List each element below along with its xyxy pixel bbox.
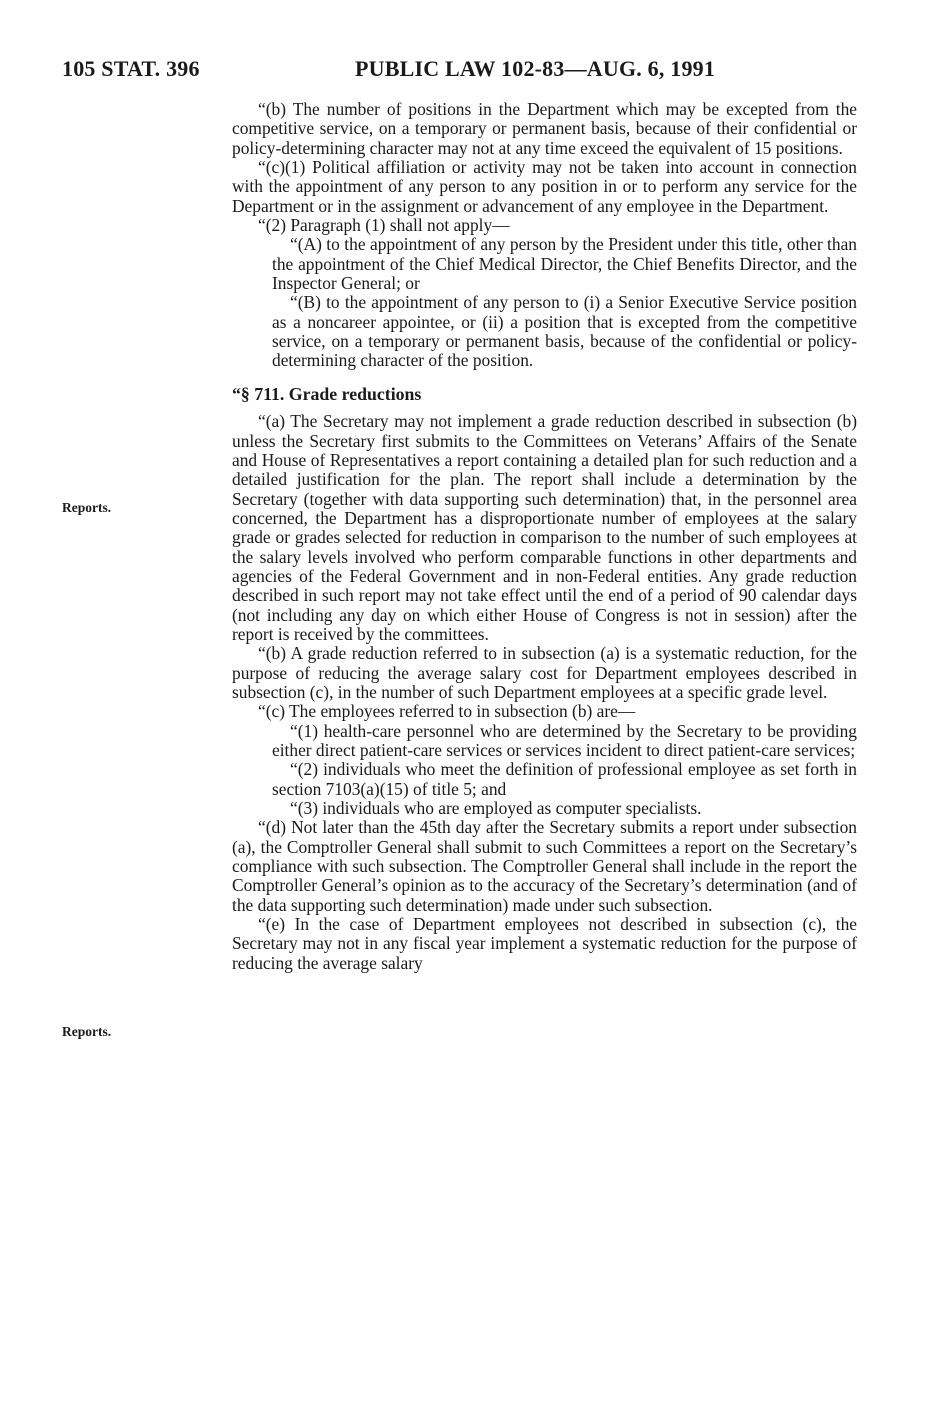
section-heading-711: “§ 711. Grade reductions bbox=[232, 383, 422, 404]
paragraph-b: “(b) The number of positions in the Department which may be excepted from the competitive service, on a temporary or permanent basis, because of their confidential or policy-determining character may not at any time exceed the equivalent of 15 positions. bbox=[232, 99, 857, 158]
subparagraph-711-c-2: “(2) individuals who meet the definition of professional employee as set forth in section 7103(a)(15) of title 5; and bbox=[272, 759, 857, 799]
document-body bbox=[232, 100, 857, 973]
paragraph-711-e: “(e) In the case of Department employees not described in subsection (c), the Secretary may not in any fiscal year implement a systematic reduction for the purpose of reducing the average salary bbox=[232, 914, 857, 973]
paragraph-711-d: “(d) Not later than the 45th day after the Secretary submits a report under subsection (a), the Comptroller General shall submit to such Committees a report on the Secretary’s compliance with such subsection. The Comptroller General shall include in the report the Comptroller General’s opinion as to the accuracy of the Secretary’s determination (and of the data supporting such determination) made under such subsection. bbox=[232, 817, 857, 915]
subparagraph-c2-a: “(A) to the appointment of any person by the President under this title, other than the appointment of the Chief Medical Director, the Chief Benefits Director, and the Inspector General; or bbox=[272, 234, 857, 294]
paragraph-c1: “(c)(1) Political affiliation or activity may not be taken into account in connection with the appointment of any person to any position in or to perform any service for the Department or in the assignment or advancement of any employee in the Department. bbox=[232, 157, 857, 216]
subparagraph-711-c-3: “(3) individuals who are employed as computer specialists. bbox=[290, 798, 702, 819]
statute-page-number: 105 STAT. 396 bbox=[62, 56, 200, 81]
subparagraph-c2-b: “(B) to the appointment of any person to (i) a Senior Executive Service position as a noncareer appointee, or (ii) a position that is excepted from the competitive service, on a temporary or permanent basis, because of the confidential or policy-determining character of the position. bbox=[272, 292, 857, 371]
public-law-title: PUBLIC LAW 102-83—AUG. 6, 1991 bbox=[355, 56, 716, 81]
subparagraph-711-c-1: “(1) health-care personnel who are determined by the Secretary to be providing either direct patient-care services or services incident to direct patient-care services; bbox=[272, 720, 857, 760]
paragraph-711-b: “(b) A grade reduction referred to in subsection (a) is a systematic reduction, for the purpose of reducing the average salary cost for Department employees described in subsection (c), in the number of such Department employees at a specific grade level. bbox=[232, 643, 857, 702]
margin-note-reports: Reports. bbox=[62, 500, 112, 515]
margin-note-reports: Reports. bbox=[62, 1024, 112, 1039]
page-header bbox=[62, 56, 882, 86]
paragraph-c2: “(2) Paragraph (1) shall not apply— bbox=[258, 215, 510, 236]
paragraph-711-c: “(c) The employees referred to in subsection (b) are— bbox=[258, 701, 636, 722]
paragraph-711-a: “(a) The Secretary may not implement a grade reduction described in subsection (b) unless the Secretary first submits to the Committees on Veterans’ Affairs of the Senate and House of Representatives a report containing a detailed plan for such reduction and a detailed justification for the plan. The report shall include a determination by the Secretary (together with data supporting such determination) that, in the personnel area concerned, the Department has a disproportionate number of employees at the salary grade or grades selected for reduction in comparison to the number of such employees at the salary levels involved who perform comparable functions in other departments and agencies of the Federal Government and in non-Federal entities. Any grade reduction described in such report may not take effect until the end of a period of 90 calendar days (not including any day on which either House of Congress is not in session) after the report is received by the committees. bbox=[232, 411, 857, 644]
